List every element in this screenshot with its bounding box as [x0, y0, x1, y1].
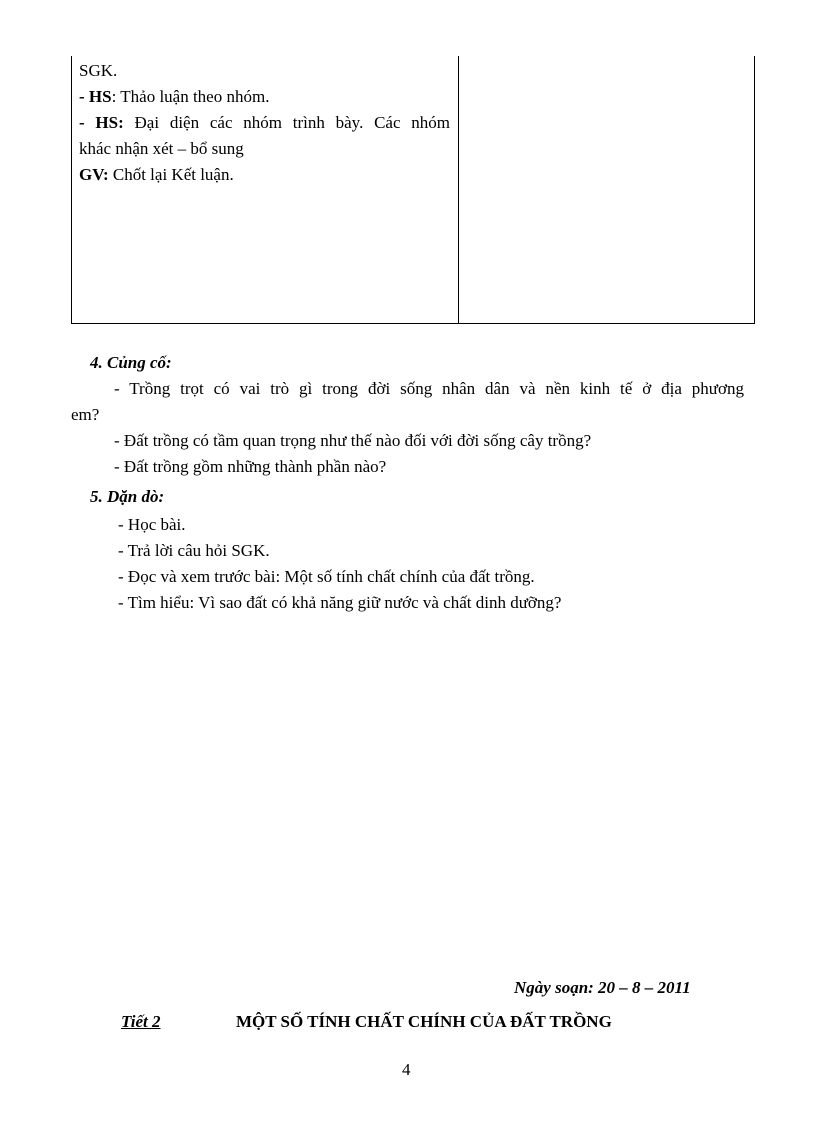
lesson-title: MỘT SỐ TÍNH CHẤT CHÍNH CỦA ĐẤT TRỒNG — [236, 1012, 612, 1031]
activity-table — [71, 56, 755, 324]
consolidation-question-3: - Đất trồng gồm những thành phần nào? — [114, 457, 387, 476]
activity-line-4: khác nhận xét – bổ sung — [79, 139, 244, 158]
activity-line-5: GV: Chốt lại Kết luận. — [79, 165, 234, 184]
page-number: 4 — [402, 1060, 411, 1079]
consolidation-question-1-end: em? — [71, 405, 100, 424]
consolidation-question-2: - Đất trồng có tầm quan trọng như thế nào đối với đời sống cây trồng? — [114, 431, 592, 450]
homework-item-4: - Tìm hiểu: Vì sao đất có khả năng giữ nước và chất dinh dưỡng? — [118, 593, 562, 612]
homework-heading: 5. Dặn dò: — [90, 487, 165, 506]
activity-line-1: SGK. — [79, 61, 118, 80]
activity-line-2: - HS: Thảo luận theo nhóm. — [79, 87, 270, 106]
homework-item-1: - Học bài. — [118, 515, 186, 534]
homework-item-2: - Trả lời câu hỏi SGK. — [118, 541, 270, 560]
table-column-divider — [458, 56, 459, 323]
consolidation-heading: 4. Củng cố: — [90, 353, 172, 372]
teacher-student-activity-cell — [79, 58, 450, 188]
activity-line-3: - HS: Đại diện các nhóm trình bày. Các nhóm — [79, 113, 451, 132]
preparation-date: Ngày soạn: 20 – 8 – 2011 — [514, 978, 691, 997]
consolidation-question-1: - Trồng trọt có vai trò gì trong đời sống nhân dân và nền kinh tế ở địa phương — [114, 379, 744, 398]
homework-item-3: - Đọc và xem trước bài: Một số tính chất chính của đất trồng. — [118, 567, 535, 586]
period-label: Tiết 2 — [121, 1012, 161, 1031]
